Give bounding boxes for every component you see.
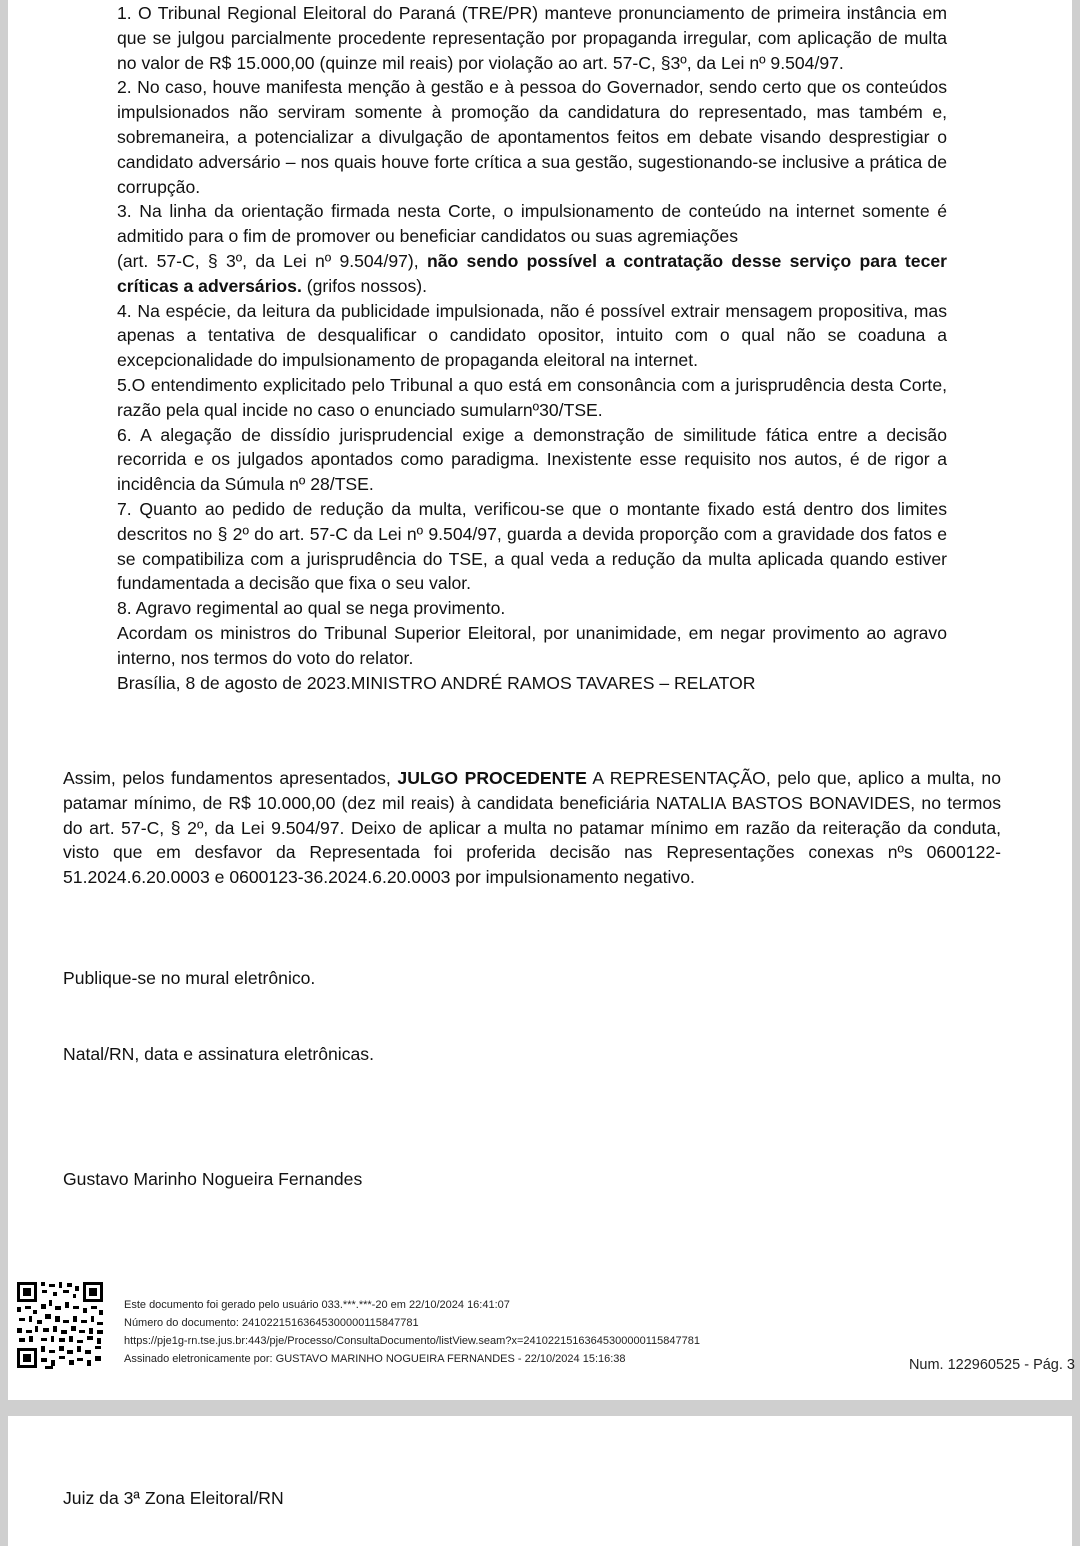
quote-paragraph-1: 1. O Tribunal Regional Eleitoral do Paraná (TRE/PR) manteve pronunciamento de primeira instância em que se julgou parcialmente procedente representação por propaganda irregular, com aplicação de multa no valor de R$ 15.000,00 (quinze mil reais) por violação ao art. 57-C, §3º, da Lei nº 9.504/97. <box>117 3 947 73</box>
place-date-line: Natal/RN, data e assinatura eletrônicas. <box>63 1044 374 1064</box>
quote-paragraph-3b-tail: (grifos nossos). <box>301 275 428 296</box>
decision-intro: Assim, pelos fundamentos apresentados, <box>63 768 398 788</box>
quote-paragraph-10: Brasília, 8 de agosto de 2023.MINISTRO ANDRÉ RAMOS TAVARES – RELATOR <box>117 672 756 693</box>
quote-paragraph-7: 7. Quanto ao pedido de redução da multa, verificou-se que o montante fixado está dentro dos limites descritos no § 2º do art. 57-C da Lei nº 9.504/97, guarda a devida proporção com a gravidade dos fatos e se compatibiliza com a jurisprudência do TSE, a qual veda a redução da multa aplicada quando estiver fundamentada a decisão que fixa o seu valor. <box>117 498 947 594</box>
footer-document-number: Número do documento: 24102215163645300000115847781 <box>124 1317 419 1329</box>
quote-paragraph-4: 4. Na espécie, da leitura da publicidade impulsionada, não é possível extrair mensagem propositiva, mas apenas a tentativa de desqualificar o candidato opositor, intuito com o qual não se coaduna a excepcionalidade do impulsionamento de propaganda eleitoral na internet. <box>117 300 947 371</box>
footer-generated: Este documento foi gerado pelo usuário 033.***.***-20 em 22/10/2024 16:41:07 <box>124 1299 510 1311</box>
decision-text <box>63 766 1001 890</box>
quote-paragraph-9: Acordam os ministros do Tribunal Superior Eleitoral, por unanimidade, em negar provimento ao agravo interno, nos termos do voto do relator. <box>117 622 947 668</box>
electronic-signature-footer <box>124 1296 700 1368</box>
quote-paragraph-6: 6. A alegação de dissídio jurisprudencial exige a demonstração de similitude fática entre a decisão recorrida e os julgados apontados como paradigma. Inexistente esse requisito nos autos, é de rigor a incidência da Súmula nº 28/TSE. <box>117 424 947 495</box>
quote-paragraph-3b-text: (art. 57-C, § 3º, da Lei nº 9.504/97), <box>117 250 427 271</box>
decision-bold: JULGO PROCEDENTE <box>397 768 587 788</box>
decision-rest: A REPRESENTAÇÃO, pelo que, aplico a multa, no patamar mínimo, de R$ 10.000,00 (dez mil reais) à candidata beneficiária NATALIA BASTOS BONAVIDES, no termos do art. 57-C, § 2º, da Lei 9.504/97. Deixo de aplicar a multa no patamar mínimo em razão da reiteração da conduta, visto que em desfavor da Representada foi proferida decisão nas Representações conexas nºs 0600122-51.2024.6.20.0003 e 0600123-36.2024.6.20.0003 por impulsionamento negativo. <box>63 768 1001 888</box>
decision-paragraph <box>63 766 1001 890</box>
quote-paragraph-3b <box>117 249 947 299</box>
qr-code-icon <box>15 1280 105 1370</box>
signer-name: Gustavo Marinho Nogueira Fernandes <box>63 1169 363 1189</box>
publish-line: Publique-se no mural eletrônico. <box>63 968 316 988</box>
quote-paragraph-5: 5.O entendimento explicitado pelo Tribunal a quo está em consonância com a jurisprudência desta Corte, razão pela qual incide no caso o enunciado sumularnº30/TSE. <box>117 374 947 420</box>
quote-paragraph-2: 2. No caso, houve manifesta menção à gestão e à pessoa do Governador, sendo certo que os conteúdos impulsionados não serviram somente à promoção da candidatura do representado, mas também e, sobremaneira, a potencializar a divulgação de apontamentos feitos em debate visando desprestigiar o candidato adversário – nos quais houve forte crítica a sua gestão, sugestionando-se inclusive a prática de corrupção. <box>117 77 947 197</box>
footer-url: https://pje1g-rn.tse.jus.br:443/pje/Processo/ConsultaDocumento/listView.seam?x=24102215163645300000115847781 <box>124 1335 700 1347</box>
judge-role: Juiz da 3ª Zona Eleitoral/RN <box>63 1488 284 1508</box>
quote-paragraph-3b-bold: não sendo possível a contratação desse serviço para tecer críticas a adversários. <box>117 250 947 296</box>
page-number: Num. 122960525 - Pág. 3 <box>908 1357 1075 1373</box>
quoted-precedent <box>117 1 947 695</box>
quote-paragraph-3a: 3. Na linha da orientação firmada nesta Corte, o impulsionamento de conteúdo na internet somente é admitido para o fim de promover ou beneficiar candidatos ou suas agremiações <box>117 201 947 247</box>
quote-paragraph-8: 8. Agravo regimental ao qual se nega provimento. <box>117 598 506 619</box>
document-page-2 <box>8 1416 1072 1546</box>
footer-signed-by: Assinado eletronicamente por: GUSTAVO MARINHO NOGUEIRA FERNANDES - 22/10/2024 15:16:38 <box>124 1353 626 1365</box>
